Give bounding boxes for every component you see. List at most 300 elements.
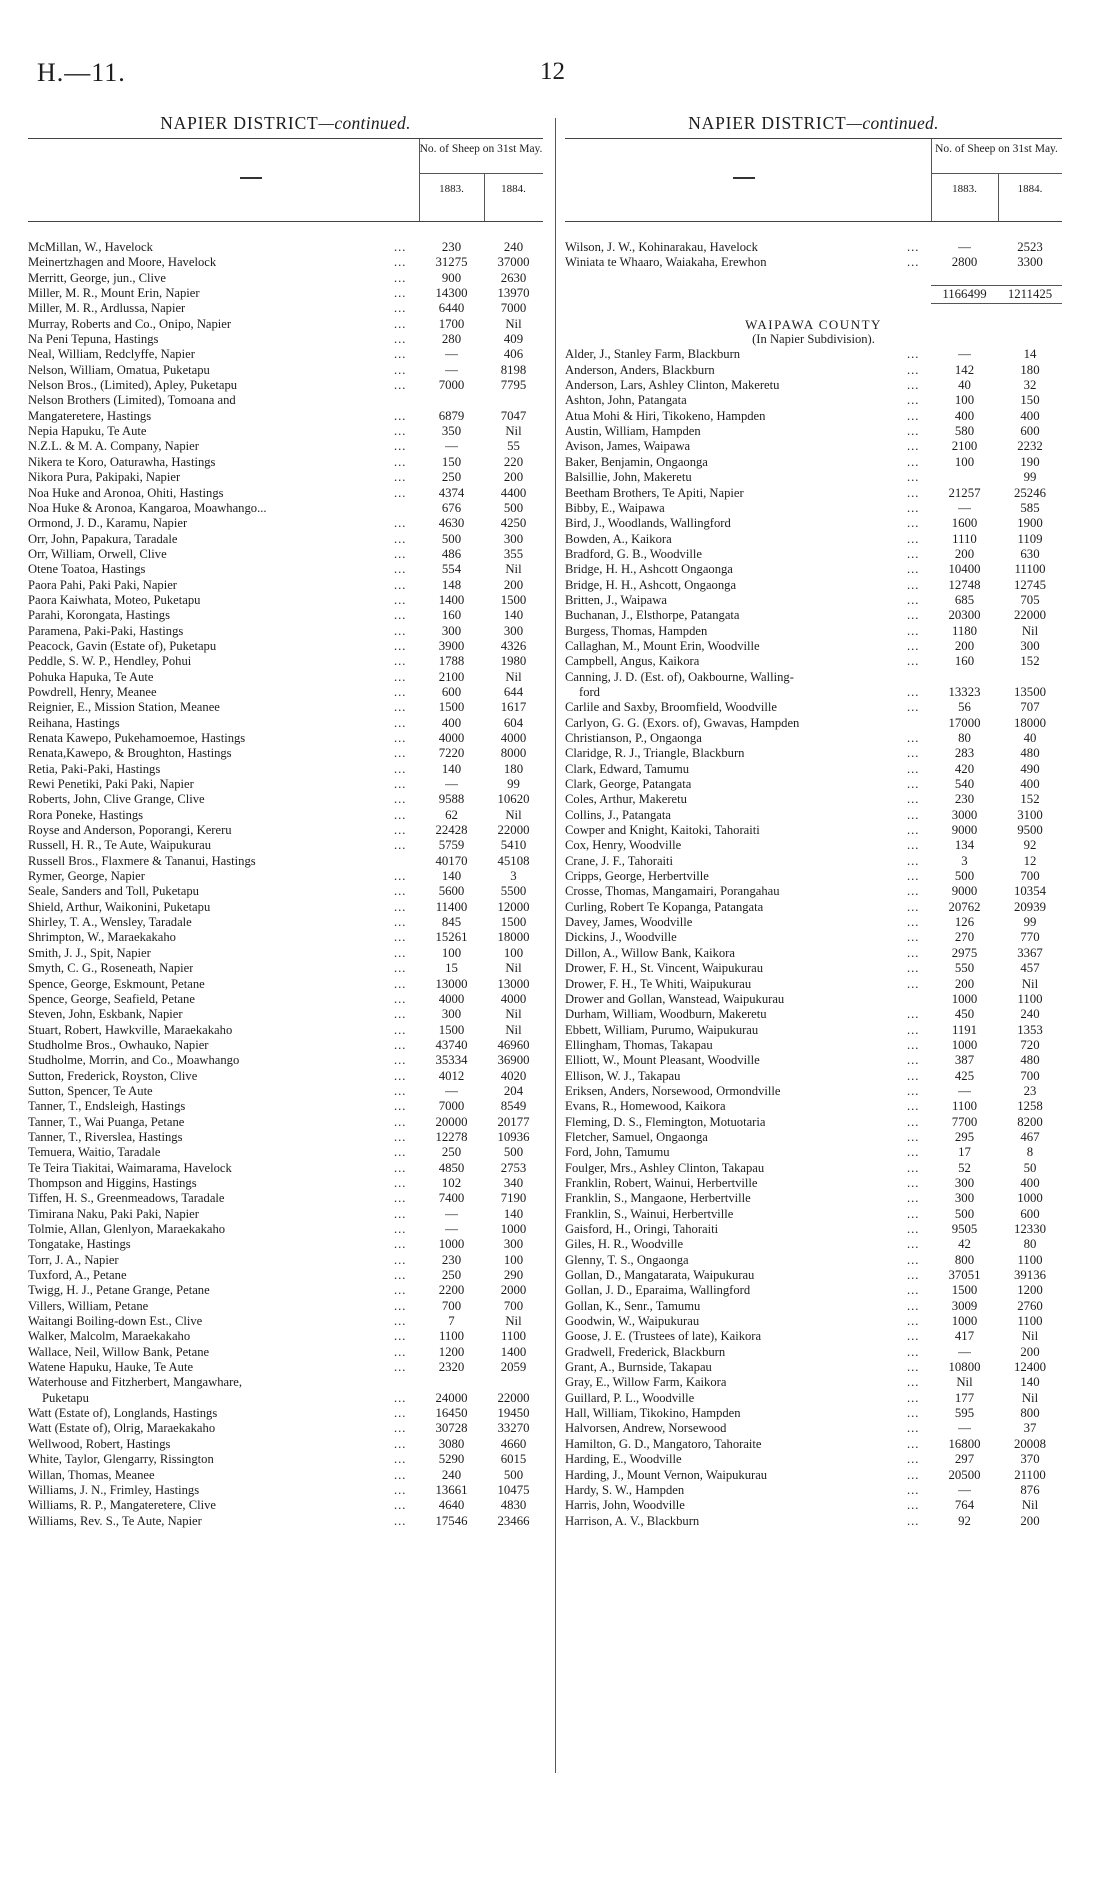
owner-name: Spence, George, Seafield, Petane (28, 991, 195, 1006)
leader-dots: ... (394, 807, 407, 822)
owner-name: Britten, J., Waipawa (565, 592, 667, 607)
leader-dots: ... (394, 362, 407, 377)
table-row (28, 1498, 543, 1513)
leader-dots: ... (394, 623, 407, 638)
sheep-1883: 250 (441, 1145, 462, 1160)
owner-name: Drower, F. H., St. Vincent, Waipukurau (565, 961, 764, 976)
sheep-1884: 409 (503, 332, 524, 347)
owner-name: Claridge, R. J., Triangle, Blackburn (565, 746, 745, 761)
leader-dots: ... (907, 823, 920, 838)
owner-name: Bridge, H. H., Ashcott, Ongaonga (565, 577, 737, 592)
owner-name: Drower and Gollan, Wanstead, Waipukurau (565, 991, 785, 1006)
sheep-1884: Nil (505, 807, 522, 822)
sheep-1883: 134 (954, 838, 975, 853)
sheep-1883: 1200 (438, 1344, 465, 1359)
sheep-1884: 46960 (497, 1037, 530, 1052)
sheep-1883: 100 (954, 454, 975, 469)
sheep-1884: 630 (1020, 546, 1040, 561)
leader-dots: ... (394, 1344, 407, 1359)
leader-dots: ... (907, 1436, 920, 1451)
table-row (28, 240, 543, 255)
owner-name: Tanner, T., Wai Puanga, Petane (28, 1114, 185, 1129)
sheep-1884: 600 (1020, 424, 1040, 439)
owner-name: ford (579, 684, 600, 699)
sheep-1883: 37051 (948, 1268, 981, 1283)
leader-dots: ... (907, 1099, 920, 1114)
column-divider (555, 118, 556, 1773)
leader-dots: ... (394, 1421, 407, 1436)
year-1884-header: 1884. (501, 183, 526, 195)
sheep-1883: 2100 (438, 669, 465, 684)
owner-name: Anderson, Anders, Blackburn (565, 362, 715, 377)
table-row (565, 961, 1062, 976)
sheep-1884: 1100 (1017, 991, 1043, 1006)
table-row (28, 608, 543, 623)
sheep-1884: 23466 (497, 1513, 530, 1528)
sheep-1884: 152 (1020, 654, 1040, 669)
sheep-1884: 18000 (497, 930, 530, 945)
leader-dots: ... (907, 899, 920, 914)
table-row (28, 593, 543, 608)
leader-dots: ... (394, 1436, 407, 1451)
table-row (565, 1069, 1062, 1084)
owner-name: Sutton, Spencer, Te Aute (28, 1083, 153, 1098)
table-row (28, 301, 543, 316)
owner-name: Peacock, Gavin (Estate of), Puketapu (28, 638, 217, 653)
owner-name: Te Teira Tiakitai, Waimarama, Havelock (28, 1160, 232, 1175)
owner-name: Puketapu (42, 1390, 89, 1405)
sheep-1883: 500 (954, 869, 975, 884)
sheep-1883: Nil (956, 1375, 973, 1390)
owner-name: Miller, M. R., Mount Erin, Napier (28, 286, 200, 301)
owner-name: Carlile and Saxby, Broomfield, Woodville (565, 700, 777, 715)
leader-dots: ... (907, 1037, 920, 1052)
owner-name: Dickins, J., Woodville (565, 930, 677, 945)
sheep-1884: 14 (1023, 347, 1037, 362)
sheep-1884: 140 (503, 608, 524, 623)
sheep-1884: 36900 (497, 1053, 530, 1068)
owner-name: Curling, Robert Te Kopanga, Patangata (565, 899, 764, 914)
leader-dots: ... (394, 684, 407, 699)
leader-dots: ... (907, 500, 920, 515)
sheep-1884: 7795 (500, 378, 527, 393)
owner-name: Franklin, S., Wainui, Herbertville (565, 1206, 734, 1221)
leader-dots: ... (394, 240, 407, 254)
leader-dots: ... (907, 1298, 920, 1313)
sheep-1884: 10475 (497, 1482, 530, 1497)
owner-name: Goose, J. E. (Trustees of late), Kaikora (565, 1329, 762, 1344)
sheep-1883: 4012 (438, 1068, 465, 1083)
sheep-1884: 11100 (1014, 562, 1046, 577)
leader-dots: ... (394, 470, 407, 485)
leader-dots: ... (907, 1482, 920, 1497)
sheep-1884: 10620 (497, 792, 530, 807)
sheep-1883: 20500 (948, 1467, 981, 1482)
sheep-1884: 200 (503, 470, 524, 485)
owner-name: Harding, E., Woodville (565, 1452, 682, 1467)
table-row (28, 255, 543, 270)
sheep-1883: 297 (954, 1452, 975, 1467)
owner-name: Watt (Estate of), Olrig, Maraekakaho (28, 1421, 216, 1436)
table-row (28, 363, 543, 378)
sheep-1884: 644 (503, 684, 524, 699)
table-row (565, 455, 1062, 470)
sheep-1884: 180 (503, 761, 524, 776)
sheep-1884: 2760 (1017, 1298, 1043, 1313)
owner-name: Smith, J. J., Spit, Napier (28, 945, 151, 960)
sheep-1884: 1000 (500, 1222, 527, 1236)
table-row (565, 378, 1062, 393)
leader-dots: ... (394, 1114, 407, 1129)
leader-dots: ... (394, 1099, 407, 1114)
owner-name: Studholme, Morrin, and Co., Moawhango (28, 1053, 240, 1068)
sheep-1884: 50 (1023, 1160, 1037, 1175)
county-heading: WAIPAWA COUNTY (745, 316, 882, 332)
table-row (28, 1437, 543, 1452)
sheep-1884: Nil (1021, 1390, 1039, 1405)
sheep-1883: 400 (441, 715, 462, 730)
leader-dots: ... (394, 1360, 407, 1375)
leader-dots: ... (394, 531, 407, 546)
sheep-1883: 1000 (951, 1037, 978, 1052)
owner-name: Pohuka Hapuka, Te Aute (28, 669, 154, 684)
sheep-1883: 142 (954, 362, 975, 377)
table-row (565, 1161, 1062, 1176)
owner-name: Orr, John, Papakura, Taradale (28, 531, 178, 546)
leader-dots: ... (907, 592, 920, 607)
leader-dots: ... (394, 546, 407, 561)
leader-dots: ... (907, 1513, 920, 1528)
sheep-1883: 7000 (438, 1099, 465, 1114)
owner-name: Gradwell, Frederick, Blackburn (565, 1344, 726, 1359)
sheep-1883: 700 (441, 1298, 462, 1313)
sheep-1883: 5759 (438, 838, 465, 853)
sheep-1883: 5600 (438, 884, 465, 899)
leader-dots: ... (907, 761, 920, 776)
sheep-1883: 9505 (951, 1222, 978, 1236)
table-row (565, 1099, 1062, 1114)
table-row (565, 731, 1062, 746)
sheep-1883: 200 (954, 638, 975, 653)
sheep-1884: 300 (503, 531, 524, 546)
sheep-1884: 480 (1020, 746, 1040, 761)
leader-dots: ... (907, 700, 920, 715)
sheep-1884: 1109 (1017, 531, 1043, 546)
sheep-1883: 554 (441, 562, 462, 577)
table-row (565, 1222, 1062, 1237)
leader-dots: ... (394, 562, 407, 577)
owner-name: Sutton, Frederick, Royston, Clive (28, 1068, 198, 1083)
sheep-1884: 4000 (500, 731, 527, 745)
sheep-1884: 400 (1020, 1175, 1040, 1190)
owner-name: Crane, J. F., Tahoraiti (565, 853, 674, 868)
sheep-1884: 92 (1023, 838, 1037, 853)
table-row (565, 1053, 1062, 1068)
sheep-1884: 500 (503, 1467, 524, 1482)
sheep-1883: 20300 (948, 608, 981, 623)
sheep-1884: Nil (505, 562, 522, 577)
leader-dots: ... (907, 424, 920, 439)
sheep-1883: 13000 (435, 976, 468, 991)
owner-name: Austin, William, Hampden (565, 424, 701, 439)
leader-dots: ... (394, 731, 407, 745)
sheep-1884: 20008 (1014, 1436, 1046, 1451)
table-row (28, 992, 543, 1007)
table-row (28, 823, 543, 838)
owner-name: Ellison, W. J., Takapau (565, 1068, 681, 1083)
sheep-1884: 39136 (1014, 1268, 1046, 1283)
owner-name: Franklin, Robert, Wainui, Herbertville (565, 1175, 758, 1190)
sheep-1883: 1600 (951, 516, 978, 531)
sheep-1883: 10800 (948, 1360, 981, 1375)
leader-dots: ... (907, 1206, 920, 1221)
owner-name: Gollan, D., Mangatarata, Waipukurau (565, 1268, 755, 1283)
table-row (565, 992, 1062, 1007)
leader-dots: ... (907, 930, 920, 945)
sheep-1883: 2200 (438, 1283, 465, 1298)
sheep-1883: 300 (441, 623, 462, 638)
table-row (565, 255, 1062, 270)
leader-dots: ... (907, 546, 920, 561)
leader-dots: ... (394, 378, 407, 393)
leader-dots: ... (907, 240, 920, 254)
leader-dots: ... (394, 1175, 407, 1190)
sheep-1884: Nil (505, 669, 522, 684)
leader-dots: ... (907, 1191, 920, 1206)
sheep-1883: 280 (441, 332, 462, 347)
sheep-1884: 99 (507, 777, 520, 792)
owner-name: Rora Poneke, Hastings (28, 807, 144, 822)
sheep-1884: Nil (1021, 1498, 1039, 1513)
table-row (565, 578, 1062, 593)
sheep-1884: 4000 (500, 991, 527, 1006)
leader-dots: ... (907, 1283, 920, 1298)
owner-name: Balsillie, John, Makeretu (565, 470, 692, 485)
sheep-1884: 600 (1020, 1206, 1040, 1221)
owner-name: Rymer, George, Napier (28, 869, 145, 884)
sheep-1883: 2100 (951, 439, 978, 454)
table-row (28, 792, 543, 807)
owner-name: Clark, Edward, Tamumu (565, 761, 690, 776)
leader-dots: ... (907, 976, 920, 991)
sheep-1883: 52 (958, 1160, 971, 1175)
sheep-1883: 6440 (438, 301, 465, 316)
owner-name: Nikera te Koro, Oaturawha, Hastings (28, 454, 216, 469)
owner-name: Guillard, P. L., Woodville (565, 1390, 695, 1405)
leader-dots: ... (394, 1237, 407, 1252)
owner-name: Williams, R. P., Mangateretere, Clive (28, 1498, 217, 1513)
sheep-1883: 1000 (951, 1314, 978, 1329)
sheep-1884: 140 (503, 1206, 524, 1221)
sheep-1884: 23 (1023, 1083, 1037, 1098)
leader-dots: ... (907, 255, 920, 270)
sheep-1884: 4250 (500, 516, 527, 531)
owner-name: Wilson, J. W., Kohinarakau, Havelock (565, 240, 758, 254)
leader-dots: ... (394, 592, 407, 607)
table-row (565, 716, 1062, 731)
table-row (28, 1514, 543, 1529)
sheep-1883: — (958, 1421, 971, 1436)
sheep-1884: 21100 (1014, 1467, 1046, 1482)
leader-dots: ... (907, 378, 920, 393)
table-row (565, 532, 1062, 547)
owner-name: Carlyon, G. G. (Exors. of), Gwavas, Hampden (565, 715, 800, 730)
sheep-1884: 400 (1020, 408, 1040, 423)
sheep-1883: 21257 (948, 485, 981, 500)
leader-dots: ... (394, 1206, 407, 1221)
leader-dots: ... (394, 777, 407, 792)
sheep-1883: 230 (441, 1252, 462, 1267)
leader-dots: ... (907, 638, 920, 653)
leader-dots: ... (907, 961, 920, 976)
sheep-1883: 600 (441, 684, 462, 699)
sheep-1883: 845 (441, 915, 462, 930)
leader-dots: ... (394, 270, 407, 285)
sheep-1883: 595 (954, 1406, 975, 1421)
table-row (565, 1437, 1062, 1452)
table-row (28, 1391, 543, 1406)
owner-name: Peddle, S. W. P., Hendley, Pohui (28, 654, 192, 669)
table-row (565, 1176, 1062, 1191)
leader-dots: ... (394, 1314, 407, 1329)
sheep-1884: 1211425 (998, 285, 1062, 304)
leader-dots: ... (907, 531, 920, 546)
table-row (28, 654, 543, 669)
sheep-1884: 467 (1020, 1129, 1040, 1144)
leader-dots: ... (907, 945, 920, 960)
sheep-1884: 5410 (500, 838, 527, 853)
sheep-1884: 1500 (500, 592, 527, 607)
leader-dots: ... (907, 1053, 920, 1068)
sheep-1884: 1400 (500, 1344, 527, 1359)
sheep-1884: 3300 (1017, 255, 1043, 270)
table-row (28, 854, 543, 869)
leader-dots: ... (907, 608, 920, 623)
owner-name: Tanner, T., Riverslea, Hastings (28, 1129, 183, 1144)
sheep-1884: 300 (503, 623, 524, 638)
sheep-1884: 490 (1020, 761, 1040, 776)
leader-dots: ... (394, 761, 407, 776)
leader-dots: ... (907, 1329, 920, 1344)
owner-name: Roberts, John, Clive Grange, Clive (28, 792, 205, 807)
leader-dots: ... (394, 1298, 407, 1313)
table-row (565, 762, 1062, 777)
sheep-1884: 290 (503, 1268, 524, 1283)
owner-name: Neal, William, Redclyffe, Napier (28, 347, 195, 362)
owner-name: Avison, James, Waipawa (565, 439, 691, 454)
owner-name: Twigg, H. J., Petane Grange, Petane (28, 1283, 210, 1298)
owner-name: Thompson and Higgins, Hastings (28, 1175, 197, 1190)
table-row (28, 1406, 543, 1421)
sheep-1884: 1100 (500, 1329, 527, 1344)
table-row (28, 700, 543, 715)
owner-name: Cowper and Knight, Kaitoki, Tahoraiti (565, 823, 760, 838)
table-row (28, 1329, 543, 1344)
sheep-1884: 55 (507, 439, 520, 454)
leader-dots: ... (907, 393, 920, 408)
owner-name: Burgess, Thomas, Hampden (565, 623, 708, 638)
table-row (565, 700, 1062, 715)
owner-name: Ormond, J. D., Karamu, Napier (28, 516, 188, 531)
sheep-1884: 200 (1020, 1344, 1040, 1359)
owner-name: Gollan, J. D., Eparaima, Wallingford (565, 1283, 751, 1298)
table-row (565, 1360, 1062, 1375)
sheep-1884: 2523 (1017, 240, 1043, 254)
owner-name: Ford, John, Tamumu (565, 1145, 670, 1160)
table-row (28, 746, 543, 761)
left-table-body (28, 222, 543, 1529)
sheep-1884: 1200 (1017, 1283, 1043, 1298)
table-row (565, 838, 1062, 853)
leader-dots: ... (907, 792, 920, 807)
leader-dots: ... (394, 577, 407, 592)
leader-dots: ... (394, 1022, 407, 1037)
table-row (565, 1084, 1062, 1099)
sheep-1883: 100 (954, 393, 975, 408)
sheep-1883: 4630 (438, 516, 465, 531)
table-row (565, 915, 1062, 930)
sheep-1883: 500 (441, 531, 462, 546)
table-row (565, 424, 1062, 439)
leader-dots: ... (907, 746, 920, 761)
leader-dots: ... (394, 1007, 407, 1022)
table-row (565, 654, 1062, 669)
sheep-1883: 800 (954, 1252, 975, 1267)
sheep-1883: — (445, 1083, 458, 1098)
sheep-1884: 1353 (1017, 1022, 1043, 1037)
sheep-1884: 12330 (1014, 1222, 1046, 1236)
sheep-1884: 705 (1020, 592, 1040, 607)
owner-name: Waterhouse and Fitzherbert, Mangawhare, (28, 1375, 243, 1390)
sheep-1883: 3900 (438, 638, 465, 653)
sheep-1883: 40 (958, 378, 971, 393)
leader-dots: ... (907, 1467, 920, 1482)
table-row (565, 900, 1062, 915)
table-row (565, 363, 1062, 378)
owner-name: Evans, R., Homewood, Kaikora (565, 1099, 726, 1114)
leader-dots: ... (907, 1498, 920, 1513)
owner-name: Tongatake, Hastings (28, 1237, 131, 1252)
owner-name: Torr, J. A., Napier (28, 1252, 119, 1267)
sheep-1883: 550 (954, 961, 975, 976)
sheep-1884: Nil (505, 424, 522, 439)
sheep-1884: 480 (1020, 1053, 1040, 1068)
table-row (28, 1237, 543, 1252)
sheep-1884: 6015 (500, 1452, 527, 1467)
sheep-1884: 45108 (497, 853, 530, 868)
table-row (28, 1191, 543, 1206)
table-row (565, 1345, 1062, 1360)
owner-name: Hall, William, Tikokino, Hampden (565, 1406, 741, 1421)
sheep-1884: 3100 (1017, 807, 1043, 822)
owner-name: Fleming, D. S., Flemington, Motuotaria (565, 1114, 766, 1129)
owner-name: Beetham Brothers, Te Apiti, Napier (565, 485, 744, 500)
table-row (28, 716, 543, 731)
leader-dots: ... (907, 1145, 920, 1160)
sheep-1883: 400 (954, 408, 975, 423)
leader-dots: ... (907, 869, 920, 884)
owner-name: (In Napier Subdivision). (752, 332, 875, 347)
sheep-1883: 177 (954, 1390, 975, 1405)
right-column (565, 112, 1062, 1529)
table-row (28, 1268, 543, 1283)
leader-dots: ... (394, 516, 407, 531)
owner-name: Miller, M. R., Ardlussa, Napier (28, 301, 186, 316)
sheep-1884: 180 (1020, 362, 1040, 377)
table-row (28, 424, 543, 439)
sheep-1883: 250 (441, 1268, 462, 1283)
leader-dots: ... (394, 1068, 407, 1083)
